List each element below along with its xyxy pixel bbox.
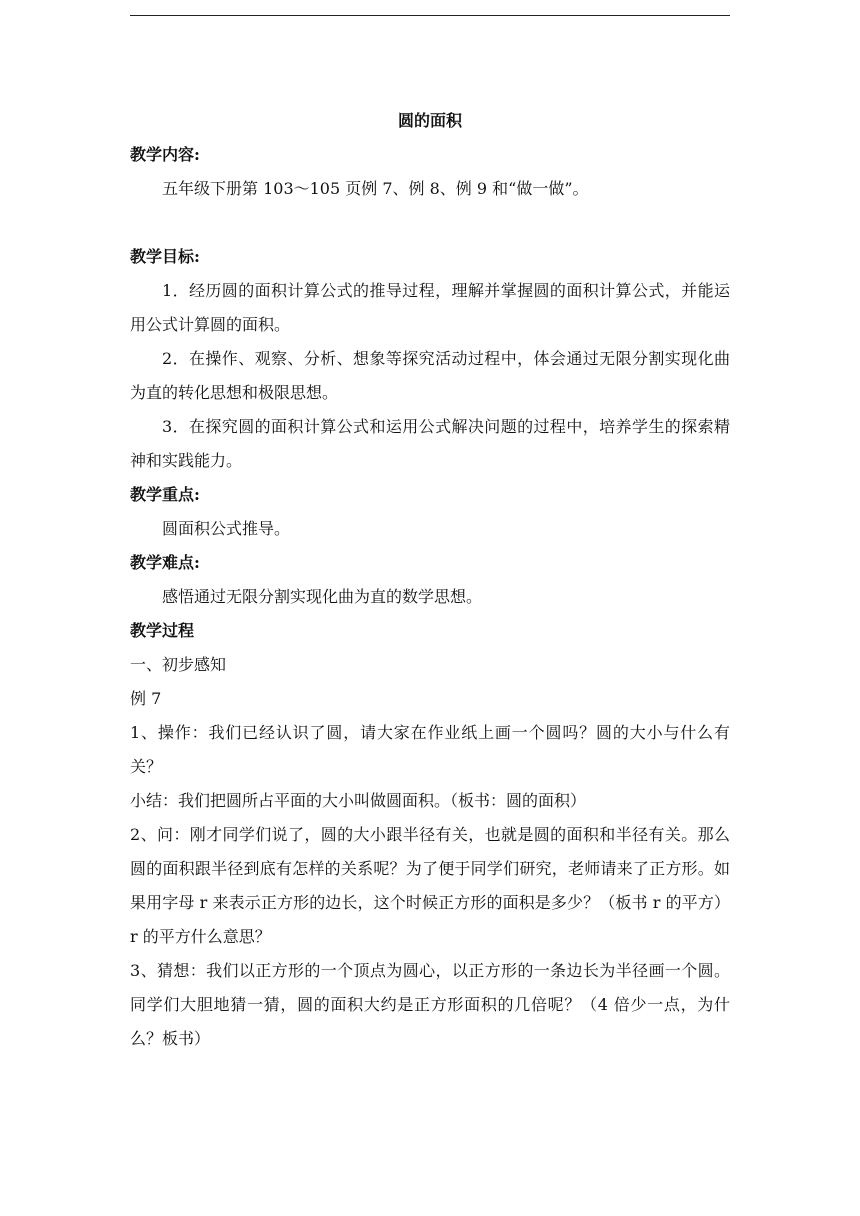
goal-item: 2．在操作、观察、分析、想象等探究活动过程中，体会通过无限分割实现化曲为直的转化思想和极限思想。 — [130, 349, 730, 402]
content-heading: 教学内容: — [130, 145, 200, 164]
goals-heading: 教学目标: — [130, 247, 200, 266]
process-line: 1、操作：我们已经认识了圆，请大家在作业纸上画一个圆吗？圆的大小与什么有关？ — [130, 723, 730, 776]
blank-line — [130, 206, 730, 240]
process-line: 小结：我们把圆所占平面的大小叫做圆面积。（板书：圆的面积） — [130, 791, 587, 810]
process-heading: 教学过程 — [130, 621, 195, 640]
header-rule — [130, 15, 730, 16]
difficulty-heading: 教学难点: — [130, 553, 200, 572]
goal-item: 1．经历圆的面积计算公式的推导过程，理解并掌握圆的面积计算公式，并能运用公式计算圆的面积。 — [130, 281, 730, 334]
key-heading: 教学重点: — [130, 485, 200, 504]
content-text: 五年级下册第 103～105 页例 7、例 8、例 9 和“做一做”。 — [162, 179, 589, 198]
document-title: 圆的面积 — [397, 111, 462, 130]
goal-item: 3．在探究圆的面积计算公式和运用公式解决问题的过程中，培养学生的探索精神和实践能力。 — [130, 417, 730, 470]
process-line: 3、猜想：我们以正方形的一个顶点为圆心，以正方形的一条边长为半径画一个圆。同学们大胆地猜一猜，圆的面积大约是正方形面积的几倍呢？（4 倍少一点，为什么？板书） — [130, 961, 730, 1048]
key-text: 圆面积公式推导。 — [162, 519, 291, 538]
process-line: 一、初步感知 — [130, 655, 227, 674]
document-body — [130, 104, 730, 1056]
process-line: 例 7 — [130, 689, 162, 708]
process-line: 2、问：刚才同学们说了，圆的大小跟半径有关，也就是圆的面积和半径有关。那么圆的面积跟半径到底有怎样的关系呢？为了便于同学们研究，老师请来了正方形。如果用字母 r 来表示正方形的边长，这个时候正方形的面积是多少？（板书 r 的平方）r 的平方什么意思？ — [130, 825, 730, 946]
difficulty-text: 感悟通过无限分割实现化曲为直的数学思想。 — [162, 587, 483, 606]
